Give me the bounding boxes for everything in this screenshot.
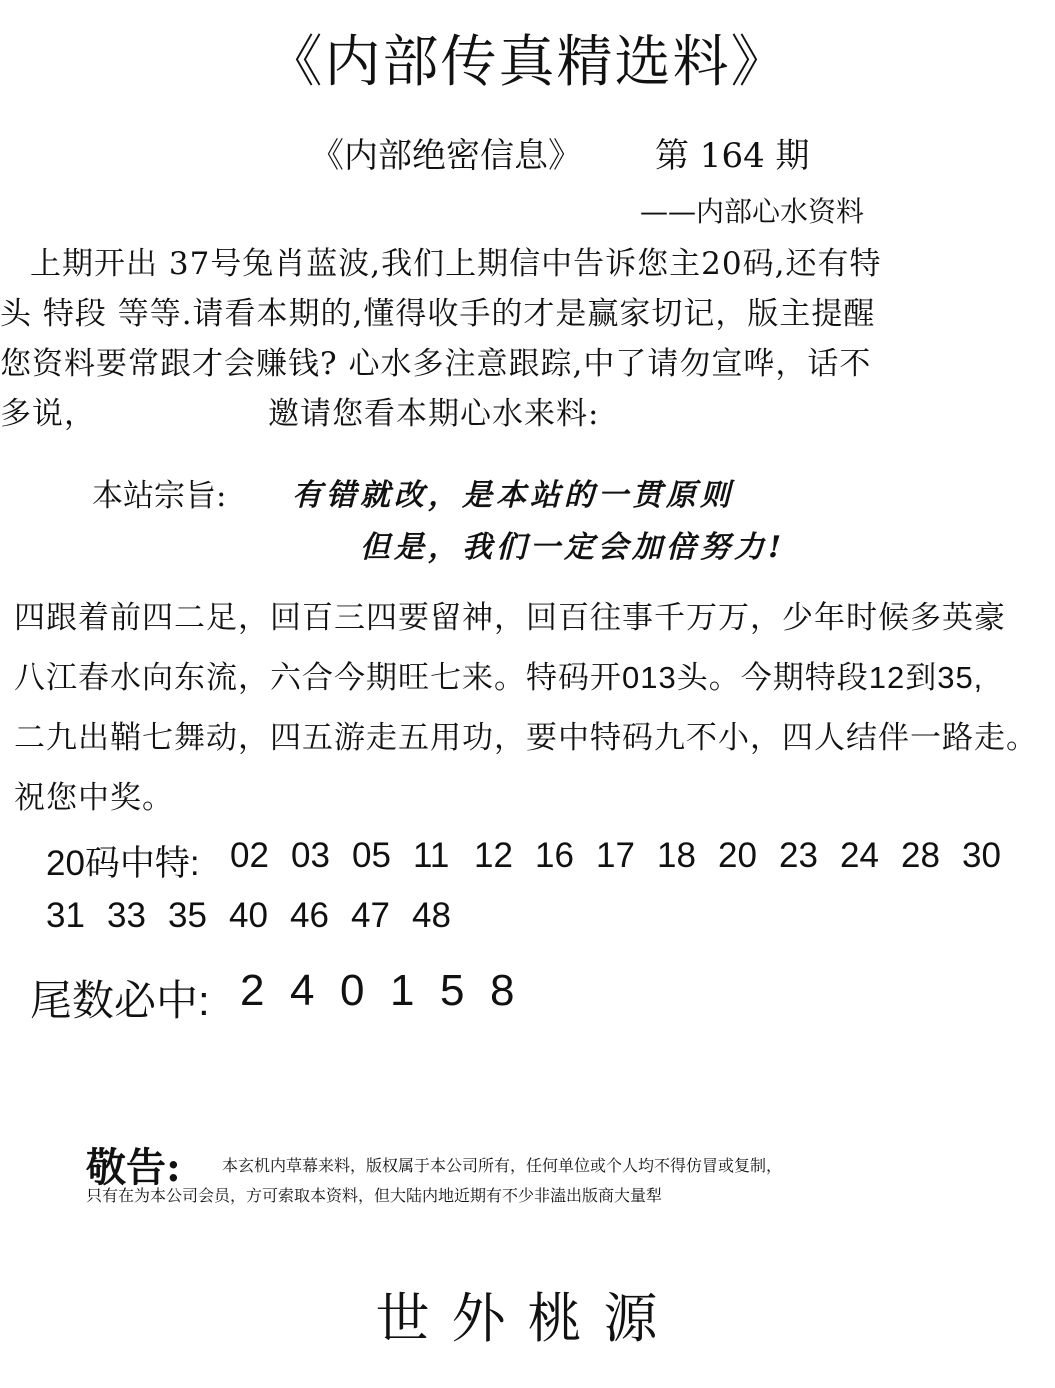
tail-digits-row [240,966,540,1016]
number-item: 24 [840,836,879,875]
intro-line-4-start: 多说， [0,396,96,432]
tail-digit: 1 [390,966,415,1015]
number-item: 11 [413,836,450,875]
number-item: 12 [474,836,513,875]
tail-digit: 5 [440,966,465,1015]
number-item: 33 [107,896,146,935]
notice-label: 敬告: [86,1144,181,1191]
motto-label: 本站宗旨: [92,478,227,514]
motto-line-1: 有错就改，是本站的一贯原则 [292,478,734,513]
number-item: 03 [291,836,330,875]
page-title: 《内部传真精选料》 [266,30,789,95]
tail-digit: 4 [290,966,315,1015]
number-item: 28 [901,836,940,875]
number-item: 47 [351,896,390,935]
source-label: ——内部心水资料 [640,195,865,228]
number-item: 30 [962,836,1001,875]
footer-title: 世外桃源 [375,1287,680,1350]
poem-line-3: 二九出鞘七舞动，四五游走五用功，要中特码九不小，四人结伴一路走。 [14,720,1038,755]
number-item: 02 [230,836,269,875]
poem-line-1: 四跟着前四二足，回百三四要留神，回百往事千万万，少年时候多英豪 [14,600,1006,635]
issue-number: 第 164 期 [655,136,810,176]
number-item: 20 [718,836,757,875]
number-item: 17 [596,836,635,875]
number-item: 48 [412,896,451,935]
tail-digit: 8 [490,966,515,1015]
intro-line-2: 头 特段 等等.请看本期的,懂得收手的才是赢家切记，版主提醒 [0,296,876,332]
number-item: 46 [290,896,329,935]
number-item: 35 [168,896,207,935]
number-item: 18 [657,836,696,875]
numbers-row-2 [46,896,473,936]
notice-line-1: 本玄机内草幕来料，版权属于本公司所有，任何单位或个人均不得仿冒或复制， [222,1156,783,1175]
intro-line-4-invite: 邀请您看本期心水来料: [268,396,600,432]
number-item: 16 [535,836,574,875]
notice-line-2: 只有在为本公司会员，方可索取本资料，但大陆内地近期有不少非溘出版商大量犁 [86,1186,663,1205]
numbers-label: 20码中特: [46,844,200,883]
numbers-row-1 [230,836,1023,876]
poem-line-2: 八江春水向东流，六合今期旺七来。特码开013头。今期特段12到35, [14,660,984,695]
number-item: 40 [229,896,268,935]
intro-line-1: 上期开出 37号兔肖蓝波,我们上期信中告诉您主20码,还有特 [30,246,882,282]
poem-line-4: 祝您中奖。 [14,780,174,815]
number-item: 05 [352,836,391,875]
number-item: 23 [779,836,818,875]
subtitle: 《内部绝密信息》 [310,136,582,176]
number-item: 31 [46,896,85,935]
tail-digit: 0 [340,966,365,1015]
tail-digits-label: 尾数必中: [30,977,210,1024]
motto-line-2: 但是，我们一定会加倍努力! [360,530,786,565]
tail-digit: 2 [240,966,265,1015]
intro-line-3: 您资料要常跟才会赚钱? 心水多注意跟踪,中了请勿宣哗，话不 [0,346,872,382]
